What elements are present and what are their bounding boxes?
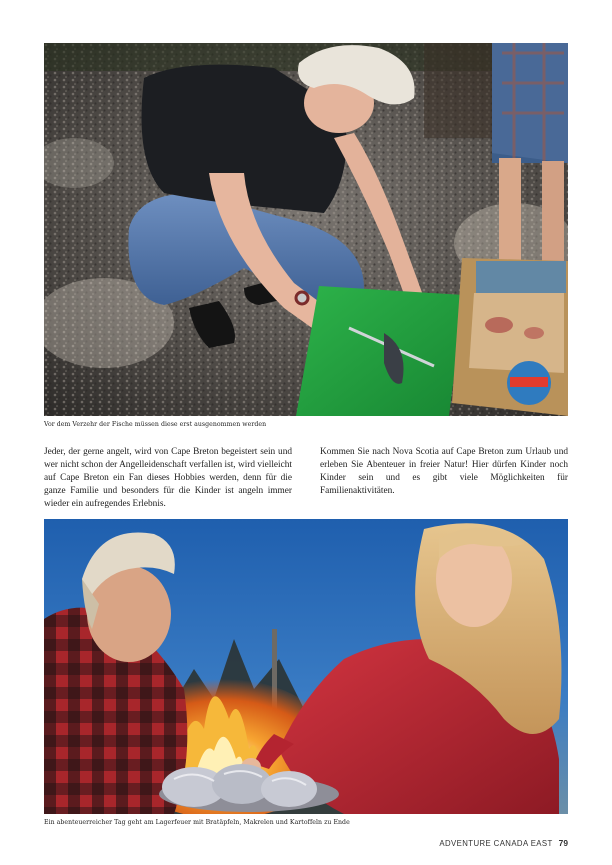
page-footer [439,838,568,848]
page-number: 79 [558,838,568,848]
photo-fish-cleaning-image [44,43,568,416]
article-paragraph-right: Kommen Sie nach Nova Scotia auf Cape Breton zum Urlaub und erleben Sie Abenteuer in freier Natur! Hier dürfen Kinder noch Kinder sein und es gibt viele Möglichkeiten für Familienaktivitäten. [320,447,568,497]
article-paragraph-left: Jeder, der gerne angelt, wird von Cape Breton begeistert sein und wer nicht schon der Angelleidenschaft verfallen ist, wird vielleicht auf Cape Breton ein Fan dieses Hobbies werden, denn für die ganze Familie und besonders für die Kinder ist angeln immer wieder ein aufregendes Erlebnis. [44,447,292,510]
photo-campfire-image [44,519,568,814]
photo-caption-bottom: Ein abenteuerreicher Tag geht am Lagerfeuer mit Bratäpfeln, Makrelen und Kartoffeln zu Ende [44,819,350,826]
publication-name: ADVENTURE CANADA EAST [439,839,553,848]
photo-campfire [44,519,568,814]
photo-fish-cleaning [44,43,568,416]
photo-caption-top: Vor dem Verzehr der Fische müssen diese erst ausgenommen werden [44,421,267,428]
